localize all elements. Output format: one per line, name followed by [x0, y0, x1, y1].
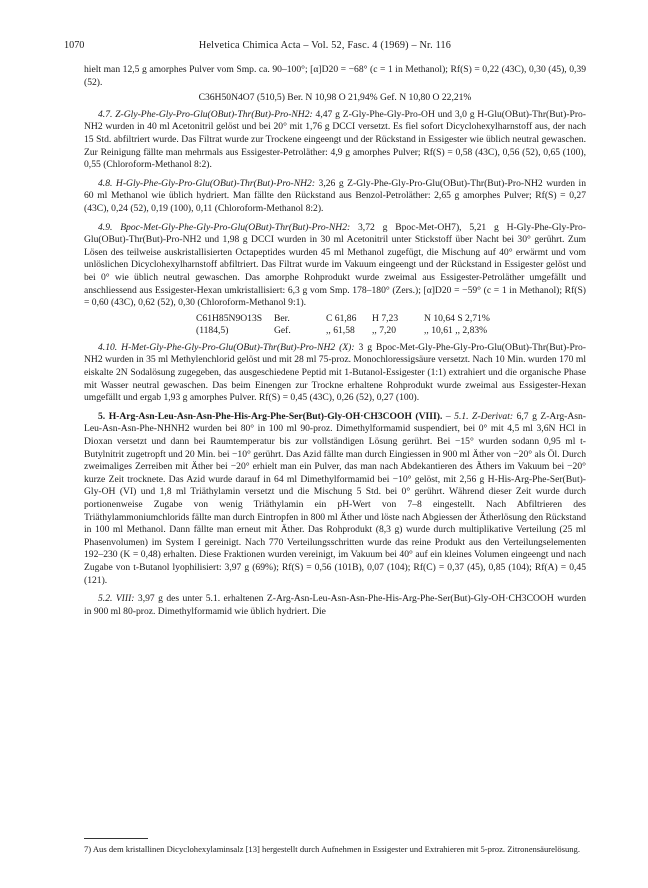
section-title-4-10: 4.10. H-Met-Gly-Phe-Gly-Pro-Glu(OBut)-Thr(But)-Pro-NH2 (X): — [98, 341, 355, 353]
analysis-gef-label: Gef. — [274, 325, 291, 337]
subsection-title-5-2: 5.2. VIII: — [98, 593, 135, 605]
analysis-gef-ns: ,, 10,61 ,, 2,83% — [424, 325, 488, 337]
analysis-mw: (1184,5) — [196, 325, 229, 337]
paragraph-4-9 — [84, 222, 586, 310]
section-text-4-8: 3,26 g Z-Gly-Phe-Gly-Pro-Glu(OBut)-Thr(But)-Pro-NH2 wurden in 60 ml Methanol wie üblich hydriert. Man fällte den Rückstand aus Benzol-Petroläther: 2,65 g amorphes Pulver; Rf(S) = 0,27 (43C), 0,24 (52), 0,19 (100), 0,11 (Chloroform-Methanol 8:2). — [84, 177, 586, 214]
section-text-4-7: 4,47 g Z-Gly-Phe-Gly-Pro-OH und 3,0 g H-Glu(OBut)-Thr(But)-Pro-NH2 wurden in 40 ml Acetonitril gelöst und bei 20° mit 1,76 g DCCI versetzt. Es fiel sofort Dicyclohexylharnstoff aus, der nach 15 Std. abfiltriert wurde. Das Filtrat wurde zur Trockene eingeengt und der Rückstand in Essigester wie üblich neutral gewaschen. Zur Reinigung fällte man mehrmals aus Essigester-Petroläther: 4,9 g amorphes Pulver; Rf(S) = 0,58 (43C), 0,56 (52), 0,65 (100), 0,55 (Chloroform-Methanol 8:2). — [84, 108, 587, 171]
analysis-ber-h: H 7,23 — [372, 312, 399, 324]
paragraph-continuation: hielt man 12,5 g amorphes Pulver vom Smp. ca. 90–100°; [α]D20 = −68° (c = 1 in Methanol); Rf(S) = 0,22 (43C), 0,30 (45), 0,39 (52). — [84, 64, 586, 88]
section-title-4-9: 4.9. Bpoc-Met-Gly-Phe-Gly-Pro-Glu(OBut)-Thr(But)-Pro-NH2: — [98, 221, 351, 233]
running-header — [64, 40, 586, 54]
section-title-4-8: 4.8. H-Gly-Phe-Gly-Pro-Glu(OBut)-Thr(But)-Pro-NH2: — [98, 177, 316, 189]
analysis-ber-c: C 61,86 — [326, 312, 357, 324]
footnote-rule — [84, 838, 148, 839]
analysis-gef-c: ,, 61,58 — [326, 325, 355, 337]
paragraph-4-8 — [84, 178, 586, 216]
section-text-4-9: 3,72 g Bpoc-Met-OH7), 5,21 g H-Gly-Phe-Gly-Pro-Glu(OBut)-Thr(But)-Pro-NH2 und 1,98 g DCCI wurden in 30 ml Acetonitril unter Stickstoff über Nacht bei 30° gerührt. Zum Lösen des teilweise auskristallisierten Octapeptides wurden 45 ml Methanol zugefügt, die Mischung auf 40° erwärmt und vom unlöslichen Dicyclohexylharnstoff abfiltriert. Das Filtrat wurde im Vakuum eingeengt und der Rückstand in Essigester gelöst und bei 0° wie üblich neutral gewaschen. Das amorphe Rohprodukt wurde zweimal aus Essigester-Petroläther umgefällt und anschliessend aus Essigester-Hexan umkristallisiert: 6,3 g vom Smp. 178–180° (Zers.); [α]D20 = −59° (c = 1 in Methanol); Rf(S) = 0,60 (43C), 0,62 (52), 0,30 (Chloroform-Methanol 9:1). — [84, 221, 586, 309]
footnote: 7) Aus dem kristallinen Dicyclohexylaminsalz [13] hergestellt durch Aufnehmen in Essigester und Extrahieren mit 5-proz. Zitronensäurelösung. — [84, 844, 581, 854]
section-text-5-1: 6,7 g Z-Arg-Asn-Leu-Asn-Asn-Phe-NHNH2 wurden bei 80° in 100 ml 90-proz. Dimethylformamid suspendiert, bei 0° mit 4,5 ml 3,6N HCl in Dioxan versetzt und dann bei Raumtemperatur bis zur vollständigen Lösung gerührt. Bei −15° wurden sodann 0,95 ml t-Butylnitrit zugetropft und 20 Min. bei −10° gerührt. Das Azid fällte man durch Eingiessen in 900 ml Äther von −20° als Öl. Durch zweimaliges Zerreiben mit Äther bei −20° erhielt man ein Pulver, das man nach Abdekantieren des Äthers im Vakuum bei −20° kurze Zeit trocknete. Das Azid wurde darauf in 64 ml Dimethylformamid bei −10° gelöst, mit 2,56 g H-His-Arg-Phe-Ser(But)-Gly-OH (VI) und 1,8 ml Triäthylamin versetzt und die Mischung 5 Std. bei 0° gerührt. Während dieser Zeit wurde durch portionenweise Zugabe von wenig Triäthylamin ein pH-Wert von 7–8 eingestellt. Nach Abfiltrieren des Triäthylammoniumchlorids fällte man durch Eintropfen in 800 ml Äther und löste nach Abgiessen der Ätherlösung den Rückstand in 100 ml Methanol. Dann fällte man erneut mit Äther. Das Rohprodukt (8,3 g) wurde durch multiplikative Verteilung (25 ml Phasenvolumen) im System I gereinigt. Nach 770 Verteilungsschritten wurde das reine Produkt aus den Verteilungselementen 192–230 (K = 0,48) erhalten. Diese Fraktionen wurden vereinigt, im Vakuum bei 40° auf ein kleines Volumen eingeengt und nach Zugabe von t-Butanol lyophilisiert: 3,97 g (69%); Rf(S) = 0,56 (101B), 0,07 (104); Rf(C) = 0,37 (45), 0,85 (104); Rf(A) = 0,45 (121). — [84, 410, 587, 586]
analysis-ber-ns: N 10,64 S 2,71% — [424, 312, 490, 324]
section-text-4-10: 3 g Bpoc-Met-Gly-Phe-Gly-Pro-Glu(OBut)-Thr(But)-Pro-NH2 wurden in 35 ml Methylenchlorid gelöst und mit 28 ml 75-proz. Monochloressigsäure versetzt. Nach 10 Min. wurden 170 ml eiskalte 2N Sodalösung zugegeben, das ausgeschiedene Peptid mit 1-Butanol-Essigester (1:1) extrahiert und die organische Phase mit Wasser neutral gewaschen. Das beim Einengen zur Trockne erhaltene Rohprodukt wurde zweimal aus Essigester-Hexan umgefällt und ergab 1,93 g amorphes Pulver. Rf(S) = 0,45 (43C), 0,26 (52), 0,27 (100). — [84, 341, 587, 404]
elemental-analysis-line: C36H50N4O7 (510,5) Ber. N 10,98 O 21,94% Gef. N 10,80 O 22,21% — [198, 92, 472, 104]
paragraph-4-7 — [84, 109, 586, 172]
journal-line: Helvetica Chimica Acta – Vol. 52, Fasc. 4 (1969) – Nr. 116 — [198, 40, 452, 51]
elemental-analysis-table — [84, 313, 586, 338]
paragraph-5-2 — [84, 593, 586, 618]
section-title-4-7: 4.7. Z-Gly-Phe-Gly-Pro-Glu(OBut)-Thr(But)-Pro-NH2: — [98, 108, 313, 120]
section-title-5: 5. H-Arg-Asn-Leu-Asn-Asn-Phe-His-Arg-Phe-Ser(But)-Gly-OH·CH3COOH (VIII). — [98, 410, 443, 422]
page-number: 1070 — [64, 40, 85, 51]
analysis-gef-h: ,, 7,20 — [372, 325, 396, 337]
paragraph-4-10 — [84, 342, 586, 405]
analysis-formula: C61H85N9O13S — [196, 312, 263, 324]
main-text — [84, 64, 586, 618]
analysis-ber-label: Ber. — [274, 312, 290, 324]
section-text-5-2: 3,97 g des unter 5.1. erhaltenen Z-Arg-Asn-Leu-Asn-Asn-Phe-His-Arg-Phe-Ser(But)-Gly-OH·CH3COOH wurden in 900 ml 80-proz. Dimethylformamid wie üblich hydriert. Die — [84, 593, 586, 617]
subsection-title-5-1: – 5.1. Z-Derivat: — [442, 410, 514, 422]
paragraph-5 — [84, 411, 586, 587]
